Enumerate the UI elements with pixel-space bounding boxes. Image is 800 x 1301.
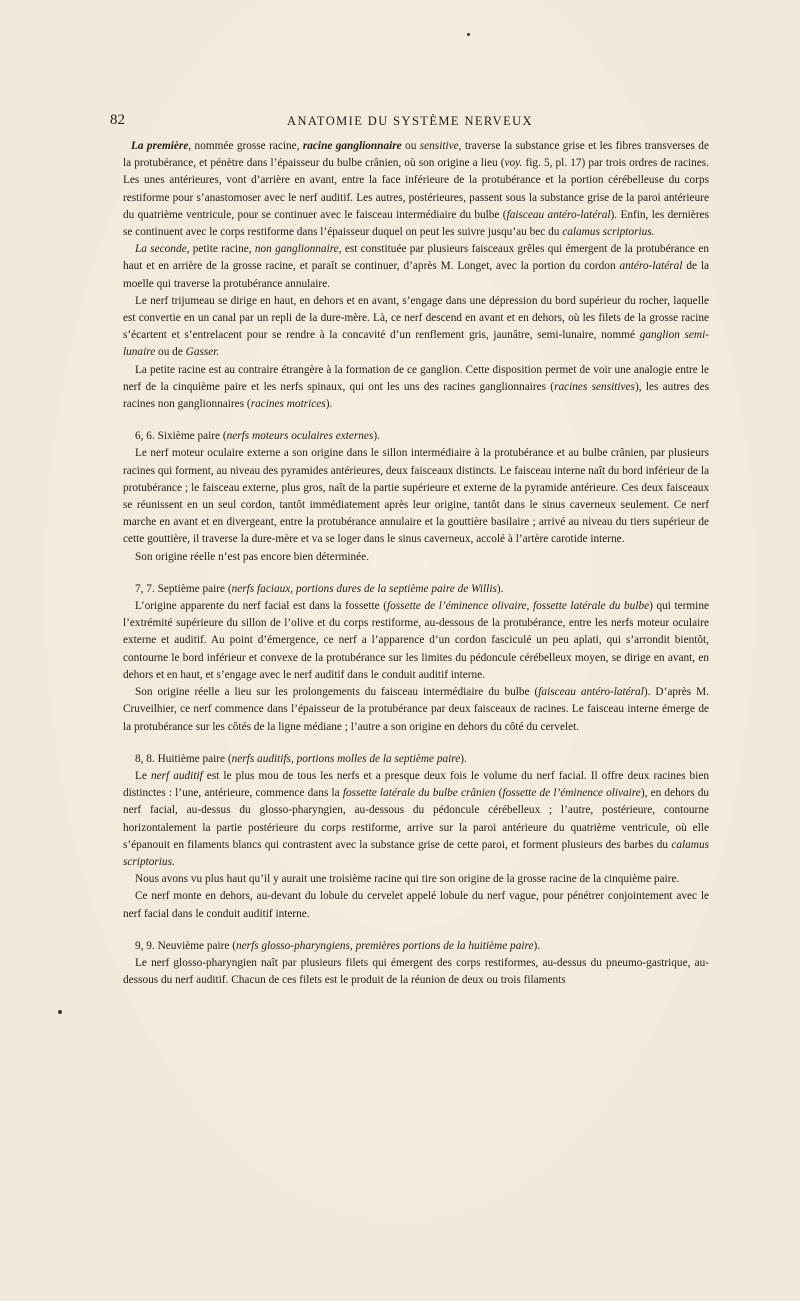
emphasis-bold-italic: La première xyxy=(131,140,189,152)
text-run: ), les autres des racines non ganglionnaires ( xyxy=(123,380,709,411)
text-run: ( xyxy=(495,787,503,800)
text-run: ). xyxy=(373,430,380,443)
paragraph xyxy=(123,362,709,414)
emphasis-bold-italic: racine ganglionnaire xyxy=(302,140,402,152)
body-text xyxy=(123,138,709,989)
emphasis-italic: La seconde xyxy=(135,243,187,256)
text-run: Le xyxy=(135,769,151,782)
emphasis-italic: nerfs faciaux, portions dures de la septième paire de Willis xyxy=(231,582,497,595)
emphasis-italic: nerfs moteurs oculaires externes xyxy=(226,430,374,443)
text-run: ). xyxy=(533,939,541,952)
paragraph xyxy=(123,888,709,922)
section-gap xyxy=(123,736,709,751)
emphasis-italic: nerfs auditifs, portions molles de la septième paire xyxy=(231,752,461,765)
text-run: 6, 6. Sixième paire ( xyxy=(135,430,227,443)
emphasis-italic: calamus scriptorius. xyxy=(562,226,655,239)
page-number: 82 xyxy=(110,112,125,128)
text-run: Son origine réelle a lieu sur les prolongements du faisceau intermédiaire du bulbe ( xyxy=(135,686,539,699)
emphasis-italic: antéro-latéral xyxy=(619,260,683,273)
text-run: est le plus mou de tous les nerfs et a presque deux fois le volume du nerf facial. Il offre deux racines bien distinctes : l’une, antérieure, commence dans la xyxy=(123,769,709,800)
paragraph xyxy=(123,871,709,888)
text-run: ou de xyxy=(155,346,186,359)
running-title: ANATOMIE DU SYSTÈME NERVEUX xyxy=(287,114,533,128)
emphasis-bold xyxy=(131,140,188,152)
text-run: , est constituée par plusieurs faisceaux grêles qui émergent de la protubérance en haut et en arrière de la grosse racine, et paraît se continuer, d’après M. Longet, avec la portion du cordon xyxy=(123,243,709,273)
paragraph xyxy=(123,549,709,566)
emphasis-italic: racines sensitives xyxy=(554,380,635,393)
emphasis-italic: voy. xyxy=(504,157,523,170)
emphasis-italic: nerfs glosso-pharyngiens, premières portions de la huitième paire xyxy=(236,939,534,952)
section-gap xyxy=(123,923,709,938)
emphasis-italic: non ganglionnaire xyxy=(254,243,339,256)
emphasis-italic: ganglion semi-lunaire xyxy=(123,329,709,359)
ink-speck xyxy=(467,33,470,36)
text-run: ). xyxy=(325,398,333,411)
emphasis-italic: faisceau antéro-latéral xyxy=(506,208,611,221)
text-run: ). xyxy=(496,582,504,595)
paragraph xyxy=(123,684,709,736)
text-run: ). D’après M. Cruveilhier, ce nerf commence dans l’épaisseur de la protubérance par deux faisceaux de racines. Le faisceau interne émerge de la protubérance sur les côtés de la ligne médiane ; l’autre a son origine en dehors du côté du cervelet. xyxy=(123,686,709,733)
running-head xyxy=(110,112,710,134)
text-run: 9, 9. Neuvième paire ( xyxy=(135,939,237,952)
text-run: ). Enfin, les dernières se continuent avec le corps restiforme dans l’épaisseur duquel on peut les suivre jusqu’au bec du xyxy=(123,208,709,239)
text-run: de la moelle qui traverse la protubérance annulaire. xyxy=(123,260,709,290)
text-run: Nous avons vu plus haut qu’il y aurait une troisième racine qui tire son origine de la grosse racine de la cinquième paire. xyxy=(135,873,680,886)
text-run: ) qui termine l’extrémité supérieure du sillon de l’olive et du corps restiforme, au-dessous de la protubérance, entre les nerfs moteur oculaire externe et auditif. Au point d’émergence, ce nerf a l’apparence d’un cordon fasciculé un peu aplati, qui s’arrondit bientôt, contourne le bord inférieur et convexe de la protubérance sur les limites du pédoncule cérébelleux moyen, se dirige en avant, en dehors et en haut, et s’engage avec le nerf auditif dans le conduit auditif interne. xyxy=(123,600,709,681)
text-run: , petite racine, xyxy=(186,243,255,256)
paragraph xyxy=(123,293,709,362)
emphasis-italic: Gasser. xyxy=(185,346,220,359)
text-run: La petite racine est au contraire étrangère à la formation de ce ganglion. Cette disposition permet de voir une analogie entre le nerf de la cinquième paire et les nerfs spinaux, qui ont les uns des racines ganglionnaires ( xyxy=(123,363,709,393)
emphasis-italic: calamus scriptorius. xyxy=(123,838,709,868)
paragraph xyxy=(123,598,709,684)
emphasis-italic: faisceau antéro-latéral xyxy=(538,686,644,699)
text-run: L’origine apparente du nerf facial est dans la fossette ( xyxy=(135,600,387,613)
emphasis-italic: fossette de l’éminence olivaire xyxy=(502,787,641,800)
paragraph xyxy=(123,138,709,241)
emphasis-italic: fossette latérale du bulbe crânien xyxy=(342,787,496,800)
section-heading xyxy=(123,751,709,768)
text-run: 7, 7. Septième paire ( xyxy=(135,582,232,595)
text-run: , traverse la substance grise et les fibres transverses de la protubérance, et pénètre dans l’épaisseur du bulbe crânien, où son origine a lieu ( xyxy=(123,140,709,170)
text-run: Son origine réelle n’est pas encore bien déterminée. xyxy=(135,550,370,563)
emphasis-italic: racines motrices xyxy=(250,398,326,411)
paragraph xyxy=(123,241,709,293)
paragraph xyxy=(123,768,709,871)
emphasis-bold xyxy=(303,140,402,152)
text-run: Le nerf moteur oculaire externe a son origine dans le sillon intermédiaire à la protubérance et au bulbe crânien, par plusieurs racines qui forment, au niveau des pyramides antérieures, deux faisceaux distincts. Le faisceau interne naît du bord inférieur de la protubérance ; le faisceau externe, plus gros, naît de la partie supérieure et externe de la pyramide antérieure. Ces deux faisceaux se réunissent en un seul cordon, tantôt immédiatement après leur origine, tantôt dans le sinus caverneux seulement. Ce nerf marche en avant et en divergeant, entre la protubérance annulaire et la gouttière basilaire ; arrivé au niveau du tiers supérieur de cette gouttière, il traverse la dure-mère et va se loger dans le sinus caverneux, accolé à l’artère carotide interne. xyxy=(123,447,709,546)
section-gap xyxy=(123,413,709,428)
section-gap xyxy=(123,566,709,581)
section-heading xyxy=(123,428,709,445)
emphasis-italic: nerf auditif xyxy=(150,769,203,782)
ink-speck xyxy=(58,1010,62,1014)
section-heading xyxy=(123,938,709,955)
text-run: ou xyxy=(401,140,420,152)
emphasis-italic: fossette de l’éminence olivaire, fossette latérale du bulbe xyxy=(387,600,650,613)
text-run: fig. 5, pl. 17) par trois ordres de racines. Les unes antérieures, vont d’arrière en avant, entre la face inférieure de la protubérance et la portion cérébelleuse du corps restiforme pour s’anastomoser avec le nerf auditif. Les autres, postérieures, passent sous la substance grise de la paroi antérieure du quatrième ventricule, pour se continuer avec le faisceau intermédiaire du bulbe ( xyxy=(123,157,709,221)
section-heading xyxy=(123,581,709,598)
text-run: Le nerf trijumeau se dirige en haut, en dehors et en avant, s’engage dans une dépression du bord supérieur du rocher, laquelle est convertie en un canal par un repli de la dure-mère. Là, ce nerf descend en avant et en dehors, où les filets de la grosse racine s’écartent et s’entrelacent pour se rendre à la concavité d’un renflement gris, jaunâtre, semi-lunaire, nommé xyxy=(123,294,709,342)
text-run: ), en dehors du nerf facial, au-dessus du glosso-pharyngien, au-dessous du pédoncule cérébelleux ; l’autre, postérieure, contourne horizontalement la partie postérieure du corps restiforme, arrive sur la paroi antérieure du quatrième ventricule, où elle s’épanouit en filaments blancs qui contrastent avec la substance grise de cette paroi, et forment plusieurs des barbes du xyxy=(123,787,710,851)
text-run: 8, 8. Huitième paire ( xyxy=(135,752,232,765)
emphasis-italic: sensitive xyxy=(419,140,459,152)
paragraph xyxy=(123,955,709,989)
paragraph xyxy=(123,445,709,548)
text-run: Le nerf glosso-pharyngien naît par plusieurs filets qui émergent des corps restiformes, au-dessus du pneumo-gastrique, au-dessous du nerf auditif. Chacun de ces filets est le produit de la réunion de deux ou trois filaments xyxy=(123,956,709,987)
text-run: , nommée grosse racine, xyxy=(188,140,303,152)
text-run: ). xyxy=(460,752,467,765)
text-run: Ce nerf monte en dehors, au-devant du lobule du cervelet appelé lobule du nerf vague, pour pénétrer conjointement avec le nerf facial dans le conduit auditif interne. xyxy=(123,890,709,920)
